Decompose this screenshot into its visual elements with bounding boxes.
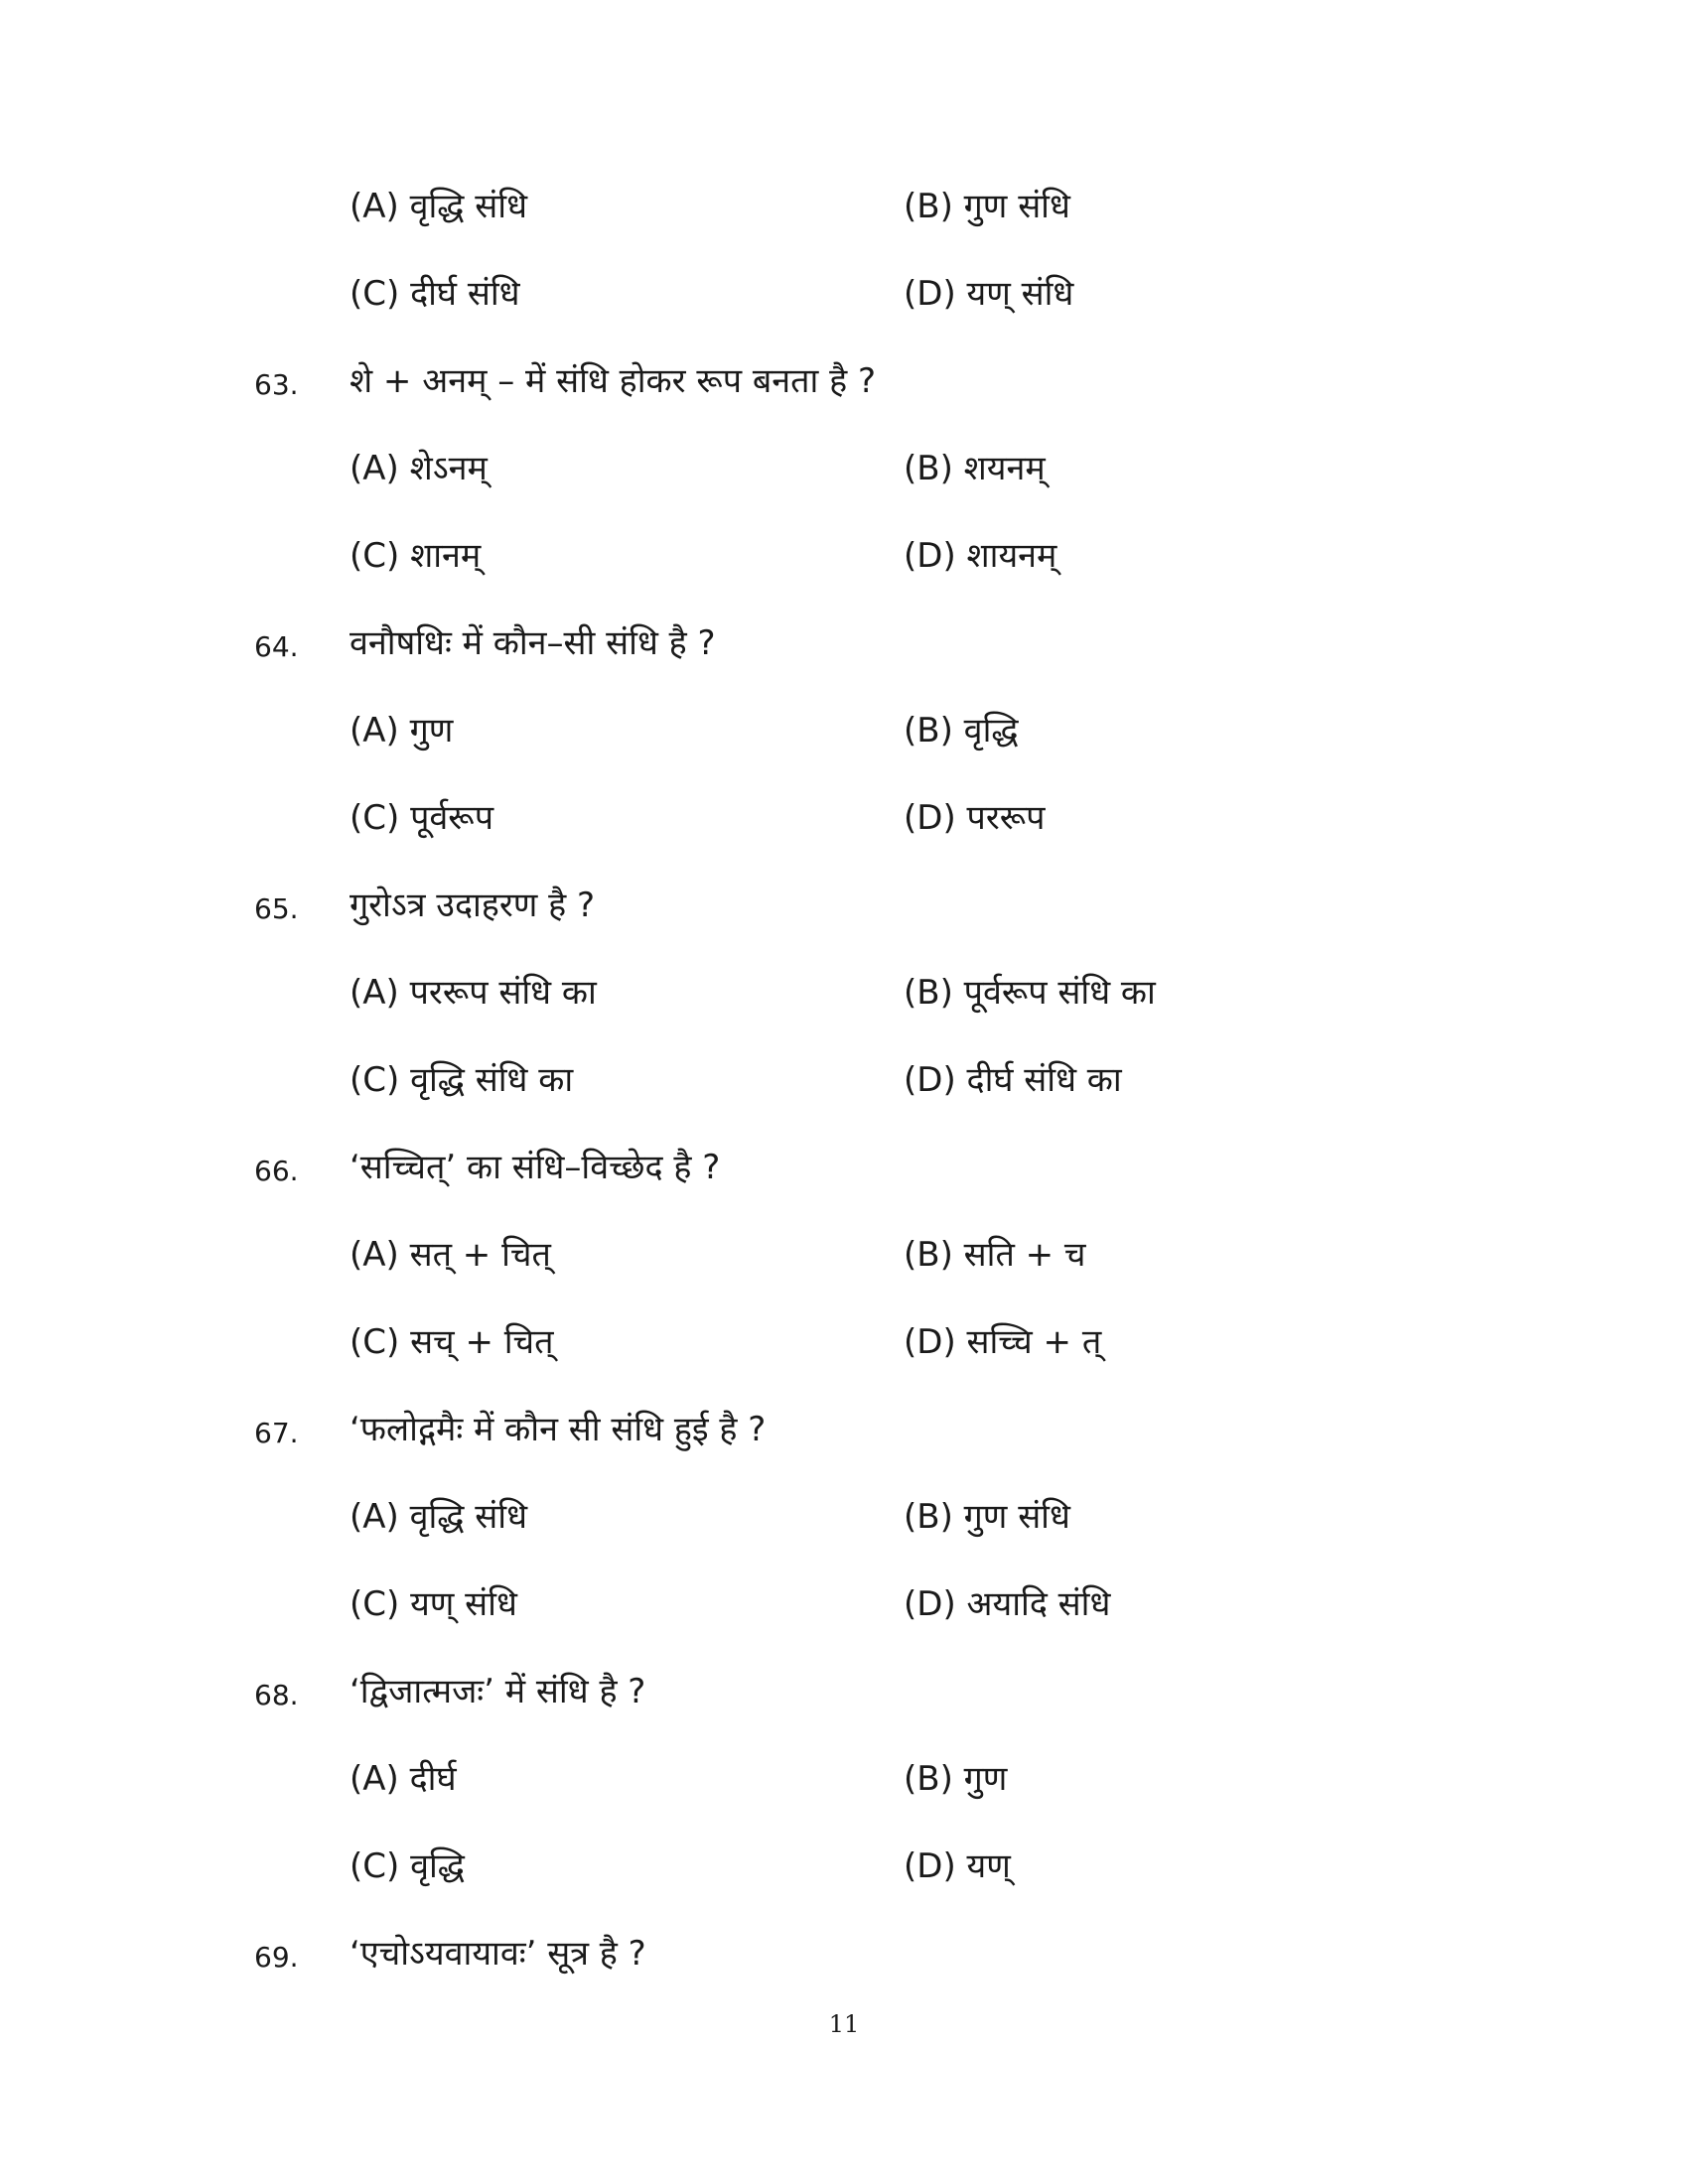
question-text: वनौषधिः में कौन–सी संधि है ? [350, 623, 716, 663]
question-number: 65. [254, 892, 299, 925]
option-c: (C) सच् + चित् [350, 1322, 554, 1362]
option-a: (A) दीर्घ [350, 1759, 457, 1799]
option-a: (A) सत् + चित् [350, 1235, 551, 1275]
question-text: ‘फलोद्गमैः में कौन सी संधि हुई है ? [350, 1410, 767, 1449]
question-text: ‘सच्चित्’ का संधि–विच्छेद है ? [350, 1148, 721, 1187]
page-number: 11 [828, 2010, 860, 2038]
option-d: (D) दीर्घ संधि का [904, 1060, 1122, 1100]
option-d: (D) यण् [904, 1846, 1011, 1886]
question-number: 69. [254, 1941, 299, 1974]
option-b: (B) शयनम् [904, 449, 1046, 488]
question-text: ‘द्विजात्मजः’ में संधि है ? [350, 1672, 646, 1711]
prev-option-b: (B) गुण संधि [904, 187, 1070, 226]
question-number: 67. [254, 1417, 299, 1449]
question-text: गुरोऽत्र उदाहरण है ? [350, 886, 596, 925]
prev-option-c: (C) दीर्घ संधि [350, 274, 520, 314]
question-number: 66. [254, 1155, 299, 1187]
option-c: (C) पूर्वरूप [350, 798, 494, 838]
option-b: (B) गुण [904, 1759, 1008, 1799]
option-b: (B) सति + च [904, 1235, 1086, 1275]
option-a: (A) वृद्धि संधि [350, 1497, 527, 1537]
option-c: (C) यण् संधि [350, 1584, 517, 1624]
option-a: (A) गुण [350, 711, 454, 751]
prev-option-d: (D) यण् संधि [904, 274, 1074, 314]
option-c: (C) वृद्धि [350, 1846, 465, 1886]
option-c: (C) वृद्धि संधि का [350, 1060, 574, 1100]
option-b: (B) वृद्धि [904, 711, 1019, 751]
option-d: (D) सच्चि + त् [904, 1322, 1102, 1362]
option-b: (B) पूर्वरूप संधि का [904, 973, 1156, 1013]
question-number: 68. [254, 1679, 299, 1711]
option-b: (B) गुण संधि [904, 1497, 1070, 1537]
question-number: 63. [254, 368, 299, 401]
option-d: (D) शायनम् [904, 536, 1057, 576]
question-text: शे + अनम् – में संधि होकर रूप बनता है ? [350, 361, 877, 401]
option-d: (D) पररूप [904, 798, 1046, 838]
option-d: (D) अयादि संधि [904, 1584, 1111, 1624]
option-a: (A) शेऽनम् [350, 449, 488, 488]
question-number: 64. [254, 630, 299, 663]
prev-option-a: (A) वृद्धि संधि [350, 187, 527, 226]
option-a: (A) पररूप संधि का [350, 973, 597, 1013]
question-text: ‘एचोऽयवायावः’ सूत्र है ? [350, 1934, 646, 1974]
option-c: (C) शानम् [350, 536, 482, 576]
